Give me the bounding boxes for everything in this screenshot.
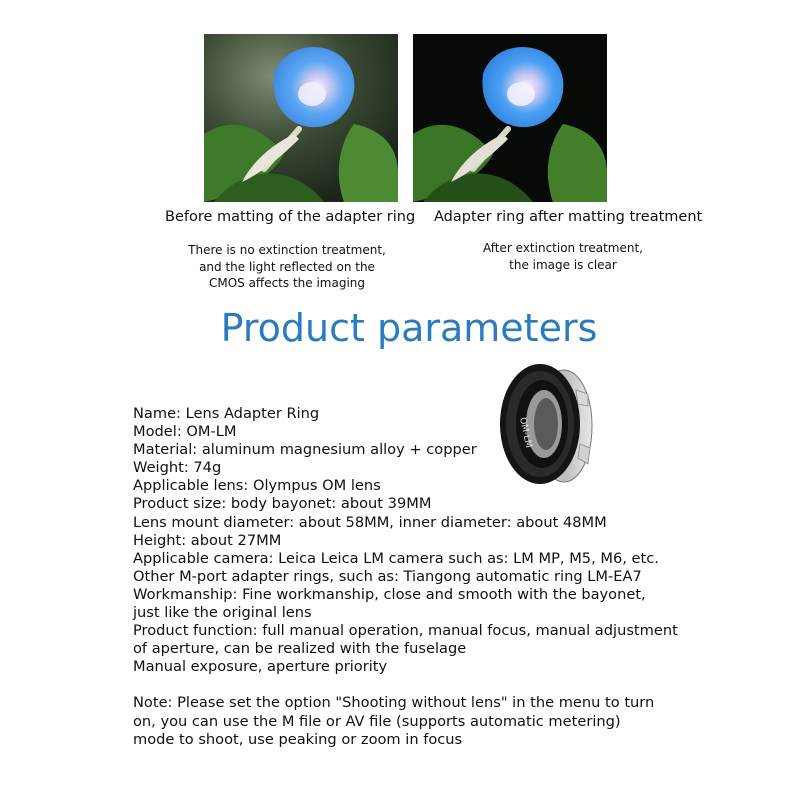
spec-line: Weight: 74g — [133, 459, 222, 477]
after-caption-note — [470, 240, 656, 273]
before-matting-photo — [204, 34, 398, 202]
spec-line: Other M-port adapter rings, such as: Tiangong automatic ring LM-EA7 — [133, 567, 642, 585]
after-note-line: After extinction treatment, — [483, 241, 643, 255]
spec-line: Product size: body bayonet: about 39MM — [133, 495, 432, 513]
before-caption-note — [176, 242, 398, 292]
section-title: Product parameters — [220, 306, 598, 350]
spec-line: Workmanship: Fine workmanship, close and smooth with the bayonet, — [133, 585, 646, 603]
flower-image-before — [204, 34, 398, 202]
spec-line: Applicable camera: Leica Leica LM camera such as: LM MP, M5, M6, etc. — [133, 549, 659, 567]
note-line: mode to shoot, use peaking or zoom in focus — [133, 730, 463, 748]
spec-line: Applicable lens: Olympus OM lens — [133, 477, 381, 495]
before-caption-title: Before matting of the adapter ring — [165, 209, 416, 225]
after-note-line: the image is clear — [509, 257, 617, 272]
spec-line: Manual exposure, aperture priority — [133, 658, 388, 676]
spec-line: of aperture, can be realized with the fuselage — [133, 640, 467, 658]
note-line: Note: Please set the option "Shooting without lens" in the menu to turn — [133, 694, 655, 712]
spec-line: Model: OM-LM — [133, 423, 237, 441]
spec-line: Material: aluminum magnesium alloy + copper — [133, 441, 477, 459]
after-matting-photo — [413, 34, 607, 202]
spec-line: just like the original lens — [133, 604, 312, 622]
spec-line: Height: about 27MM — [133, 531, 282, 549]
before-note-line: and the light reflected on the — [199, 259, 375, 274]
note-line: on, you can use the M file or AV file (supports automatic metering) — [133, 712, 621, 730]
flower-image-after — [413, 34, 607, 202]
before-note-line: CMOS affects the imaging — [208, 276, 366, 290]
product-spec-list — [133, 405, 733, 749]
after-caption-title: Adapter ring after matting treatment — [434, 209, 703, 225]
before-note-line: There is no extinction treatment, — [188, 243, 386, 257]
spec-line: Product function: full manual operation, manual focus, manual adjustment — [133, 622, 678, 640]
spacer — [133, 676, 733, 694]
spec-line: Lens mount diameter: about 58MM, inner diameter: about 48MM — [133, 513, 607, 531]
mount-label: OM-LM — [517, 416, 534, 449]
spec-line: Name: Lens Adapter Ring — [133, 405, 320, 422]
